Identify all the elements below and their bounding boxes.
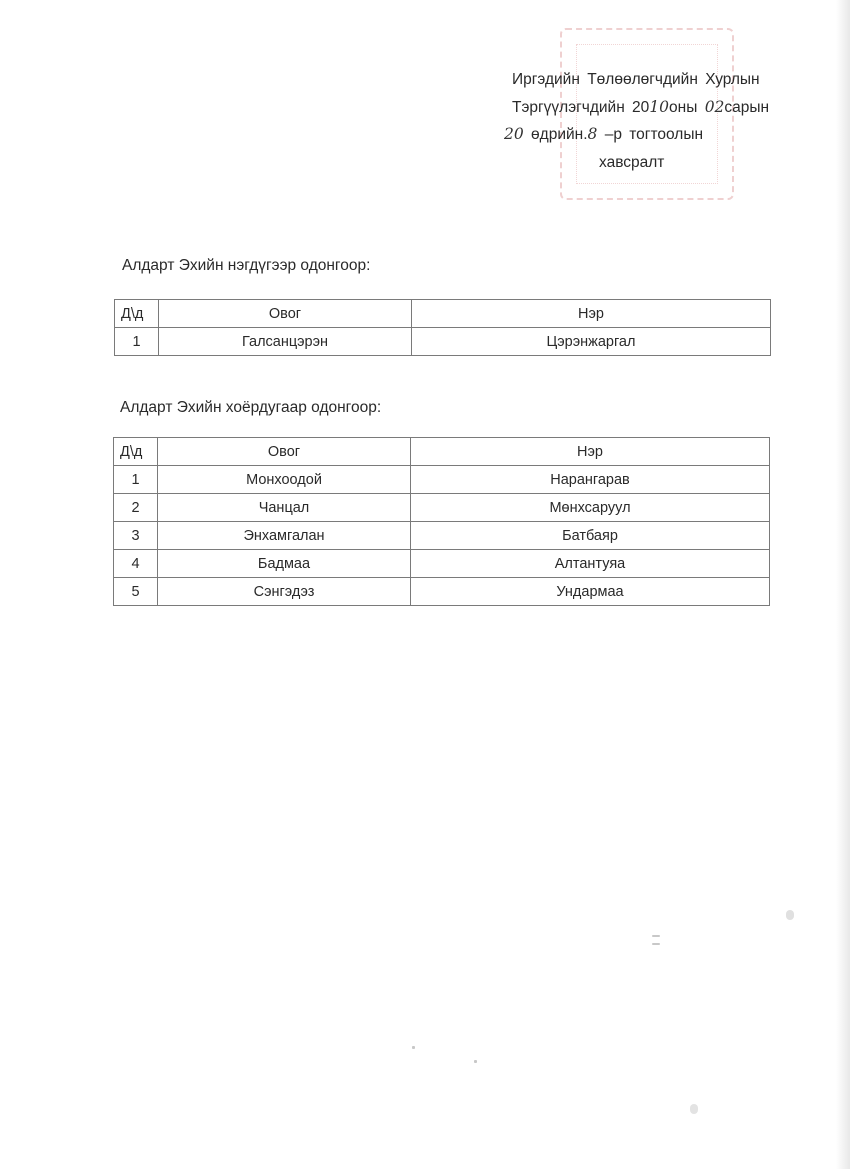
cell-name: Мөнхсаруул [411,494,770,522]
scan-speck [690,1104,698,1114]
cell-name: Цэрэнжаргал [412,328,771,356]
table-header-row [115,300,771,328]
cell-number: 5 [114,578,158,606]
handwritten-day: 20 [504,125,524,143]
cell-surname: Монхоодой [158,466,411,494]
cell-surname: Бадмаа [158,550,411,578]
cell-name: Ундармаа [411,578,770,606]
scan-speck [474,1060,477,1063]
document-header [494,66,794,176]
header-line-3-end: –р тогтоолын [597,126,704,143]
table-row [114,578,770,606]
column-header-surname: Овог [159,300,412,328]
scan-speck [786,910,794,920]
header-line-2-mid: оны [669,98,705,116]
scan-speck [652,935,660,937]
cell-number: 3 [114,522,158,550]
cell-number: 1 [115,328,159,356]
header-line-1: Иргэдийн Төлөөлөгчдийн Хурлын [512,71,760,88]
header-line-3-mid: өдрийн. [523,126,588,143]
header-line-2 [494,94,794,122]
table-row [114,550,770,578]
table-first-degree [114,299,771,356]
column-header-surname: Овог [158,438,411,466]
table-row [114,466,770,494]
table-row [114,494,770,522]
table-header-row [114,438,770,466]
header-line-3 [494,121,794,149]
scan-speck [652,943,660,945]
section-2-title: Алдарт Эхийн хоёрдугаар одонгоор: [120,399,382,416]
page-edge-shadow [836,0,850,1169]
handwritten-year: 10 [649,97,670,116]
cell-surname: Чанцал [158,494,411,522]
section-1-title: Алдарт Эхийн нэгдүгээр одонгоор: [122,257,371,274]
cell-surname: Сэнгэдэз [158,578,411,606]
scan-speck [412,1046,415,1049]
header-line-2-text: Тэргүүлэгчдийн 20 [512,98,650,116]
handwritten-number: 8 [587,125,598,143]
cell-name: Нарангарав [411,466,770,494]
column-header-name: Нэр [412,300,771,328]
table-row [115,328,771,356]
header-line-2-end: сарын [724,98,770,116]
header-line-4: хавсралт [599,153,665,171]
cell-surname: Галсанцэрэн [159,328,412,356]
cell-name: Батбаяр [411,522,770,550]
cell-name: Алтантуяа [411,550,770,578]
table-second-degree [113,437,770,606]
column-header-name: Нэр [411,438,770,466]
table-row [114,522,770,550]
cell-number: 1 [114,466,158,494]
cell-number: 4 [114,550,158,578]
cell-number: 2 [114,494,158,522]
cell-surname: Энхамгалан [158,522,411,550]
column-header-number: Д\д [115,300,159,328]
handwritten-month: 02 [704,97,725,116]
column-header-number: Д\д [114,438,158,466]
